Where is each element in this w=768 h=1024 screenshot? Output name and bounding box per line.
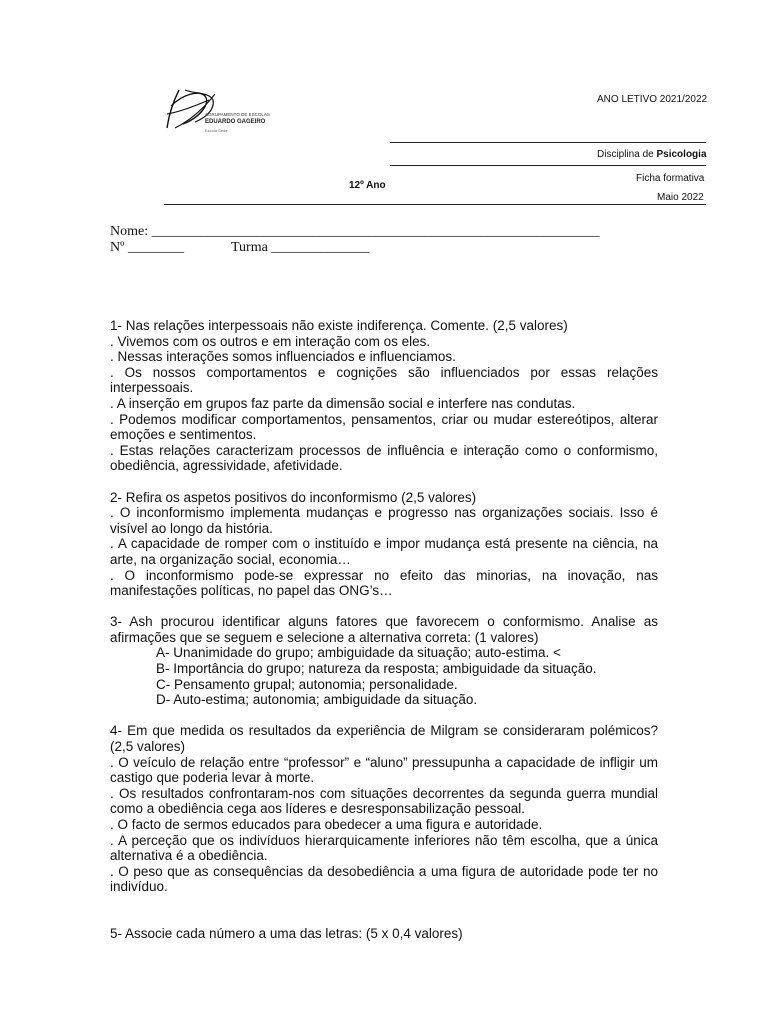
answer-line: . Os nossos comportamentos e cognições são influenciados por essas relações interpessoais. (110, 364, 658, 396)
school-logo (165, 84, 270, 144)
answer-line: . Podemos modificar comportamentos, pensamentos, criar ou mudar estereótipos, alterar emoções e sentimentos. (110, 411, 658, 443)
class-blank: ______________ (271, 240, 370, 255)
name-label: Nome: (110, 224, 152, 239)
worksheet-type: Ficha formativa (636, 173, 705, 184)
option-b: B- Importância do grupo; natureza da resposta; ambiguidade da situação. (156, 661, 597, 677)
option-c: C- Pensamento grupal; autonomia; personalidade. (156, 676, 458, 692)
question-2 (110, 490, 658, 599)
school-name-line2: EDUARDO GAGEIRO (205, 119, 266, 125)
answer-line: . Estas relações caracterizam processos de influência e interação como o conformismo, obediência, agressividade, afetividade. (110, 442, 658, 474)
option-a: A- Unanimidade do grupo; ambiguidade da situação; auto-estima. < (156, 645, 561, 661)
question-title: 2- Refira os aspetos positivos do inconformismo (2,5 valores) (110, 489, 477, 505)
question-title: 3- Ash procurou identificar alguns fatores que favorecem o conformismo. Analise as afirmações que se seguem e selecione a alternativa correta: (1 valores) (110, 614, 658, 645)
subject-name: Psicologia (656, 149, 707, 160)
answer-line: . Vivemos com os outros e em interação com os eles. (110, 333, 431, 349)
question-5 (110, 926, 658, 942)
header-rule-1 (390, 142, 706, 143)
school-year: ANO LETIVO 2021/2022 (597, 94, 708, 105)
answer-line: . O facto de sermos educados para obedecer a uma figura e autoridade. (110, 817, 543, 832)
worksheet-date: Maio 2022 (657, 192, 704, 203)
question-1 (110, 318, 658, 474)
answer-line: . O veículo de relação entre “professor” e “aluno” pressupunha a capacidade de infligir um castigo que poderia levar à morte. (110, 754, 658, 786)
name-blank: ________________________________________________________________ (151, 224, 600, 239)
number-field (110, 240, 184, 256)
class-label: Turma (231, 240, 272, 255)
option-d: D- Auto-estima; autonomia; ambiguidade da situação. (156, 692, 478, 708)
school-name-line3: Escola Sede (205, 128, 228, 133)
answer-line: . O peso que as consequências da desobediência a uma figura de autoridade pode ter no indivíduo. (110, 863, 658, 895)
school-name-line1: AGRUPAMENTO DE ESCOLAS (205, 112, 270, 117)
question-title: 4- Em que medida os resultados da experiência de Milgram se consideraram polémicos? (2,5 valores) (110, 723, 658, 755)
question-4 (110, 723, 658, 895)
question-3 (110, 614, 658, 708)
name-field (110, 224, 600, 240)
answer-line: . A perceção que os indivíduos hierarquicamente inferiores não têm escolha, que a única alternativa é a obediência. (110, 832, 658, 864)
answer-line: . O inconformismo implementa mudanças e progresso nas organizações sociais. Isso é visível ao longo da história. (110, 505, 658, 536)
grade-year: 12º Ano (349, 180, 386, 191)
questions-content (110, 318, 658, 942)
subject-label: Disciplina de (597, 149, 657, 160)
subject-line (597, 149, 707, 161)
class-field (231, 240, 369, 256)
question-title: 5- Associe cada número a uma das letras: (5 x 0,4 valores) (110, 925, 463, 941)
answer-line: . Nessas interações somos influenciados e influenciamos. (110, 349, 456, 365)
number-blank: ________ (127, 240, 184, 255)
answer-line: . Os resultados confrontaram-nos com situações decorrentes da segunda guerra mundial como a obediência cega aos líderes e desresponsabilização pessoal. (110, 785, 658, 817)
answer-line: . O inconformismo pode-se expressar no efeito das minorias, na inovação, nas manifestações políticas, no papel das ONG’s… (110, 567, 658, 599)
answer-line: . A inserção em grupos faz parte da dimensão social e interfere nas condutas. (110, 395, 576, 411)
header-rule-2 (390, 165, 706, 166)
header-rule-3 (164, 204, 706, 205)
answer-line: . A capacidade de romper com o instituído e impor mudança está presente na ciência, na arte, na organização social, economia… (110, 536, 658, 567)
number-label: Nº (110, 240, 128, 255)
question-title: 1- Nas relações interpessoais não existe indiferença. Comente. (2,5 valores) (110, 318, 568, 333)
